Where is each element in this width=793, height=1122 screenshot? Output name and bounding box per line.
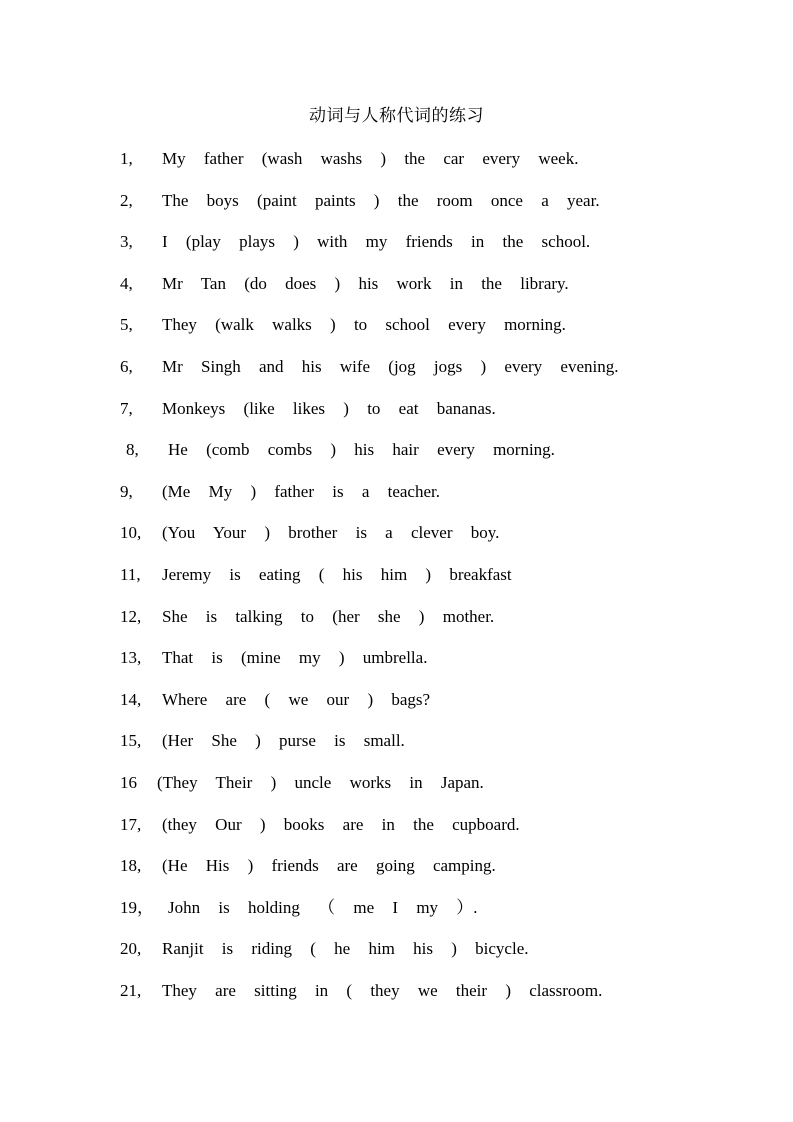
exercise-sentence: (Me My ) father is a teacher. (162, 482, 440, 501)
exercise-item (0, 397, 793, 421)
exercise-sentence: (They Their ) uncle works in Japan. (157, 773, 484, 792)
exercise-number: 11, (120, 565, 141, 584)
exercise-number: 21, (120, 981, 142, 1000)
exercise-item (0, 230, 793, 254)
exercise-sentence: (they Our ) books are in the cupboard. (162, 815, 520, 834)
exercise-number: 8, (126, 440, 139, 459)
exercise-number: 13, (120, 648, 142, 667)
exercise-sentence: The boys (paint paints ) the room once a year. (162, 191, 600, 210)
exercise-item (0, 688, 793, 712)
exercise-sentence: Where are ( we our ) bags? (162, 690, 431, 709)
exercise-item (0, 521, 793, 545)
exercise-item (0, 563, 793, 587)
exercise-sentence: My father (wash washs ) the car every week. (162, 149, 579, 168)
exercise-number: 9, (120, 482, 133, 501)
exercise-sentence: They are sitting in ( they we their ) classroom. (162, 981, 603, 1000)
exercise-number: 19， (120, 898, 154, 917)
page-title: 动词与人称代词的练习 (309, 106, 484, 126)
exercise-number: 2, (120, 191, 133, 210)
exercise-item (0, 147, 793, 171)
exercise-sentence: Monkeys (like likes ) to eat bananas. (162, 399, 496, 418)
exercise-number: 10, (120, 523, 142, 542)
exercise-sentence: That is (mine my ) umbrella. (162, 648, 428, 667)
exercise-sentence: Ranjit is riding ( he him his ) bicycle. (162, 939, 529, 958)
exercise-sentence: John is holding （ me I my ）. (168, 898, 478, 917)
exercise-item (0, 272, 793, 296)
exercise-number: 5, (120, 315, 133, 334)
exercise-sentence: (He His ) friends are going camping. (162, 856, 496, 875)
exercise-item (0, 480, 793, 504)
exercise-sentence: They (walk walks ) to school every morning. (162, 315, 566, 334)
exercise-item (0, 813, 793, 837)
exercise-item (0, 313, 793, 337)
exercise-number: 3, (120, 232, 133, 251)
exercise-item (0, 896, 793, 920)
exercise-item (0, 771, 793, 795)
exercise-number: 17, (120, 815, 142, 834)
exercise-number: 4, (120, 274, 133, 293)
exercise-sentence: She is talking to (her she ) mother. (162, 607, 495, 626)
exercise-number: 18, (120, 856, 142, 875)
exercise-number: 16 (120, 773, 137, 792)
exercise-number: 7, (120, 399, 133, 418)
exercise-item (0, 979, 793, 1003)
exercise-sentence: Mr Tan (do does ) his work in the library. (162, 274, 569, 293)
exercise-number: 6, (120, 357, 133, 376)
exercise-number: 20, (120, 939, 142, 958)
exercise-item (0, 646, 793, 670)
exercise-item (0, 355, 793, 379)
exercise-sentence: He (comb combs ) his hair every morning. (168, 440, 555, 459)
exercise-number: 14, (120, 690, 142, 709)
exercise-item (0, 729, 793, 753)
exercise-item (0, 854, 793, 878)
exercise-number: 1, (120, 149, 133, 168)
exercise-sentence: (You Your ) brother is a clever boy. (162, 523, 500, 542)
exercise-number: 15, (120, 731, 142, 750)
exercise-sentence: I (play plays ) with my friends in the school. (162, 232, 591, 251)
exercise-sentence: Jeremy is eating ( his him ) breakfast (162, 565, 512, 584)
exercise-item (0, 937, 793, 961)
exercise-sentence: Mr Singh and his wife (jog jogs ) every evening. (162, 357, 619, 376)
exercise-item (0, 438, 793, 462)
exercise-item (0, 605, 793, 629)
exercise-number: 12, (120, 607, 142, 626)
exercise-sentence: (Her She ) purse is small. (162, 731, 405, 750)
exercise-item (0, 189, 793, 213)
